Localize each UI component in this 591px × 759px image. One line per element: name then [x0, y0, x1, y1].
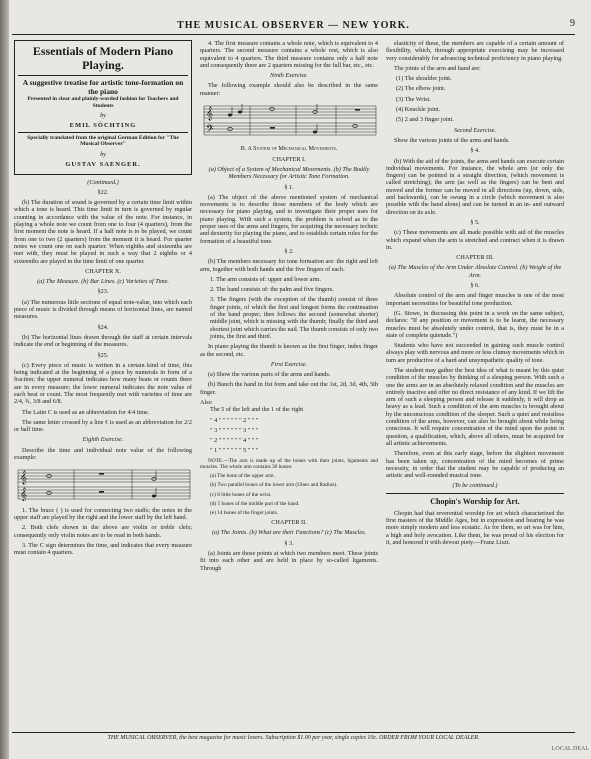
note-brace: 1. The brace ( ) is used for connecting two staffs; the notes in the upper staff are played by the right and the lower staff by the left hand. [14, 506, 192, 521]
paragraph-25-common-time: The Latin C is used as an abbreviation for 4/4 time. [22, 408, 150, 416]
article-subtitle: A suggestive treatise for artistic tone-formation on the piano [22, 78, 184, 96]
to-be-continued: (To be continued.) [452, 482, 498, 490]
section-1: § 1. [284, 183, 294, 191]
ninth-exercise-heading: Ninth Exercise. [270, 72, 308, 80]
paragraph-6-concentration: Therefore, even at this early stage, before the slightest movement has been taken up, concentration of the mind becomes of prime necessity, in order that the student may be capable of producing an artistic and well-rounded musical tone. [386, 450, 564, 480]
paragraph-23: (a) The numerous little sections of equal note-value, into which each piece of music is divided through means of horizontal lines, are named measures. [14, 298, 192, 321]
continued-label: (Continued.) [87, 178, 119, 186]
column-1 [14, 40, 192, 720]
paragraph-thumb: In piano playing the thumb is known as the first finger, index finger as the second, etc. [200, 343, 378, 358]
by-label-2: by [100, 150, 106, 158]
paragraph-1a: (a) The object of the above mentioned system of mechanical movements is to describe those members of the body which are necessary for piano playing, and to investigate their proper uses for piano playing. With such a system, the problem is solved as to the proper uses of the arms and fingers, for acquiring the necessary technic and dexterity for playing the piano, and to establish certain rules for the formation of a beautiful tone. [200, 193, 378, 245]
paragraph-2: (b) The members necessary for tone formation are: the right and left arm, together with both hands and the five fingers of each. [200, 258, 378, 273]
chapter-ii-subtitle: (a) The Joints. (b) What are their Functions? (c) The Muscles. [211, 529, 367, 537]
chapter-iii-heading: CHAPTER III. [456, 254, 494, 262]
second-exercise-heading: Second Exercise. [453, 126, 497, 134]
joint-list-item: (3) The Wrist. [396, 95, 431, 103]
finger-pair-line: " 4 " " " " " " 2 " " " [210, 416, 259, 424]
article-title-box [14, 40, 192, 175]
finger-pair-line: " 1 " " " " " " 5 " " " [210, 447, 259, 455]
music-staff-example-2 [200, 103, 378, 137]
paragraph-joints-intro: The joints of the arm and hand are: [394, 64, 481, 72]
paragraph-3: (a) Joints are those points at which two members meet. These joints fit into each other and are held in place by so-called ligaments. Through [200, 550, 378, 572]
bone-list-item: (d) 5 bones of the middle part of the hand. [210, 500, 300, 507]
paragraph-25-cut-time: The same letter crossed by a line ¢ is used as an abbreviation for 2/2 or half time. [14, 418, 192, 434]
note-clefs: 2. Both clefs shown in the above are violin or treble clefs; consequently only violin notes are to be read in both hands. [14, 524, 192, 539]
note-c-sign: 3. The C sign determines the time, and indicates that every measure must contain 4 quarters. [14, 541, 192, 557]
translation-note: Specially translated from the original German Edition for "The Musical Observer" [18, 132, 188, 148]
paragraph-5: (c) These movements are all made possible with aid of the muscles which expand when the arm is stretched and contract when it is drawn in. [386, 229, 564, 251]
paragraph-measures: 4. The first measure contains a whole note, which is equivalent to 4 quarters. The second measure contains a whole rest, which is also equivalent to 4 quarters. The third measure contains only a half note and consequently there are 2 quarters missing for the full bar, etc., etc. [200, 40, 378, 69]
list-item-3: 3. The fingers (with the exception of the thumb) consist of three finger joints, of which the first and longest forms the continuation of the hand proper; then follows the second (somewhat shorter) middle joint, which is missing with the thumb; finally the third and shortest joint which carries the nail. The thumb consists of only two joints, the first and third. [210, 296, 378, 340]
section-4: § 4. [470, 147, 480, 155]
paragraph-elasticity: elasticity of these, the members are capable of a certain amount of flexibility, which, through appropriate exercising may be increased very considerably for advancing technical proficiency in piano playing. [386, 40, 564, 62]
section-23: §23. [97, 288, 109, 296]
paragraph-4: (b) With the aid of the joints, the arms and hands can execute certain individual movements. For instance, the whole arm (or only the fingers) can be pointed in a straight direction, (which movement is called stretching); the arm (as well as the fingers) can be bent and moved and the former can be moved in all directions (up, down, side, and backwards), can be swung in a circle (which movement is also possible with the hand alone) and can be turned in an in- and outward direction on its axle. [386, 157, 564, 216]
ninth-exercise-text: The following example should also be described in the same manner: [200, 82, 378, 97]
paragraph-6-sleeper: The student may gather the best idea of what is meant by this quiet condition of the muscles by thinking of a sleeping person. With such a one the arms are in an absolutely relaxed condition and the muscles are entirely inactive and offer no direct resistance of any kind. If we lift the arm of such a sleeping person and release it suddenly, it will drop as heavy as a lead. Such a condition of the arm muscles is brought about by the unconscious condition of the sleeper. Such a quiet and resistless condition of the arms, however, can also be brought about while being conscious. It will require concentration of the mind upon the point in question, a qualification, which, above all others, must be acquired for all artistic achievements. [386, 366, 564, 447]
chapter-ii-heading: CHAPTER II. [271, 519, 307, 527]
bone-note: NOTE.—The arm is made up of the bones with their joints, ligaments and muscles. The whole arm contains 30 bones: [200, 457, 378, 470]
eighth-exercise-heading: Eighth Exercise. [82, 436, 124, 444]
joint-list-item: (5) 2 and 3 finger joint. [396, 116, 454, 124]
page-binding-shadow [0, 0, 9, 759]
first-exercise-a: (a) Show the various parts of the arms and hands. [208, 371, 331, 379]
chapter-x-heading: CHAPTER X. [85, 267, 121, 275]
chapter-i-subtitle: (a) Object of a System of Mechanical Movements. (b) The Bodily Members Necessary for Artistic Tone Formation. [208, 165, 370, 181]
bone-list-item: (c) 8 little bones of the wrist. [210, 491, 272, 498]
finger-pair-line: " 3 " " " " " " 3 " " " [210, 426, 259, 434]
first-exercise-heading: First Exercise. [270, 360, 308, 368]
section-24: §24. [97, 323, 109, 331]
svg-text:𝄢: 𝄢 [206, 123, 214, 138]
svg-text:𝄞: 𝄞 [20, 470, 28, 485]
paragraph-6-stowe: (G. Stowe, in discussing this point in a work on the same subject, declares: "If any position or movement is to be learnt, the necessary muscles must be absolutely under control, that is, they must be in a state of complete quietude.") [386, 309, 564, 339]
page-number: 9 [570, 18, 575, 29]
chopin-heading: Chopin's Worship for Art. [386, 493, 564, 507]
section-5: § 5. [470, 218, 480, 226]
joint-list-item: (1) The shoulder joint. [396, 75, 452, 83]
paragraph-6: Absolute control of the arm and finger muscles is one of the most important necessities for beautiful tone production. [386, 292, 564, 307]
chapter-i-heading: CHAPTER I. [272, 155, 306, 163]
column-2 [200, 40, 378, 720]
second-exercise-text: Show the various joints of the arms and hands. [394, 136, 510, 144]
svg-text:𝄞: 𝄞 [20, 487, 28, 502]
corner-fragment: LOCAL DEAL [551, 746, 589, 752]
section-2: § 2. [284, 247, 294, 255]
list-item-2: 2. The hand consists of: the palm and five fingers. [210, 286, 334, 294]
by-label: by [100, 112, 106, 120]
column-3 [386, 40, 564, 720]
also-label: Also [200, 398, 212, 406]
bone-list-item: (e) 14 bones of the finger joints. [210, 509, 279, 516]
first-exercise-b: (b) Bunch the hand in fist form and take out the 1st, 2d, 3d, 4th, 5th finger. [200, 381, 378, 396]
music-staff-example-1 [14, 467, 192, 501]
chapter-iii-subtitle: (a) The Muscles of the Arm Under Absolute Control. (b) Weight of the Arm. [388, 264, 562, 279]
author-name: EMIL SÖCHTING [69, 122, 137, 130]
list-item-1: 1. The arm consists of: upper and lower arm. [210, 275, 321, 283]
paragraph-25: (c) Every piece of music is written in a certain kind of time, this being indicated at the beginning of a piece by numerals in form of a fraction; the upper numeral indicates how many beats or counts there are in every measure; the lower numeral indicates the note value of each beat or count. The most frequently met with varieties of time are 2/4, ¾, 3/8 and 6/8. [14, 361, 192, 406]
chopin-paragraph: Chopin had that reverential worship for art which characterized the first masters of the Middle Ages, but in expression and bearing he was more simply modern and less ecstatic. As for them, so art was for him, a high and holy avocation. Like them, he was proud of his election for it, and honored it with devout piety.—Franz Liszt. [386, 509, 564, 546]
paragraph-22: (b) The duration of sound is governed by a certain time limit within which a tone is heard. This time limit in turn is governed by regular counting in accordance with the value of the note. For instance, in playing a whole note we count from one to four (4 quarters), from the first moment the note is heard. If a half note is to be played, we count from one to two (2 quarters) from the moment it is heard. For quarter notes we count one on each quarter. When eighths and sixteenths are met with, they must be played in such a way that 2 eighths or 4 sixteenths are played in the time limit of one quarter. [14, 199, 192, 265]
bone-list-item: (b) Two parallel bones of the lower arm (Ulner and Radius). [210, 482, 338, 489]
also-line: The 5 of the left and the 1 of the right [210, 406, 304, 414]
presented-line: Presented in clear and plainly-worded fashion for Teachers and Students [27, 96, 179, 109]
translator-name: GUSTAV SAENGER. [65, 161, 141, 169]
paragraph-6-students: Students who have not succeeded in gaining such muscle control always play with nervous and more or less clumsy movements which in turn are productive of a hard and unsympathetic quality of tone. [386, 342, 564, 364]
section-6: § 6. [470, 282, 480, 290]
chapter-x-subtitle: (a) The Measure. (b) Bar Lines. (c) Varieties of Time. [37, 278, 169, 286]
svg-text:𝄞: 𝄞 [206, 106, 214, 121]
finger-pair-line: " 2 " " " " " " 4 " " " [210, 437, 259, 445]
eighth-exercise-text: Describe the time and individual note value of the following example: [14, 446, 192, 462]
page-footer: THE MUSICAL OBSERVER, the best magazine for music lovers. Subscription $1.00 per year, single copies 10c. ORDER FROM YOUR LOCAL DEALER. [12, 732, 575, 741]
paragraph-24: (b) The horizontal lines drawn through the staff at certain intervals indicate the end or beginning of the measures. [14, 333, 192, 349]
joint-list-item: (2) The elbow joint. [396, 85, 446, 93]
section-22: §22. [97, 188, 109, 196]
running-header: THE MUSICAL OBSERVER — NEW YORK. [12, 20, 575, 35]
section-25: §25. [97, 351, 109, 359]
section-b-heading: B. A System of Mechanical Movements. [240, 145, 338, 153]
article-title: Essentials of Modern Piano Playing. [18, 44, 188, 76]
joint-list-item: (4) Knuckle joint. [396, 106, 441, 114]
bone-list-item: (a) The bone of the upper arm. [210, 473, 275, 480]
section-3: § 3. [284, 539, 294, 547]
